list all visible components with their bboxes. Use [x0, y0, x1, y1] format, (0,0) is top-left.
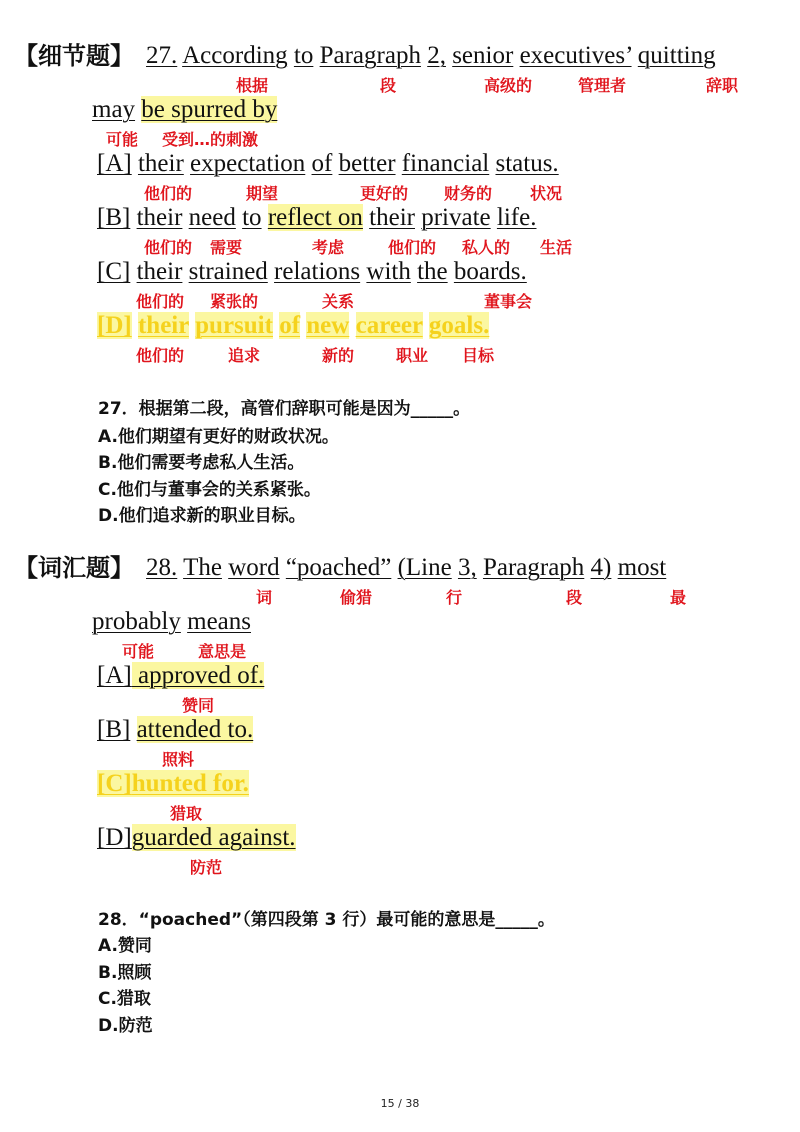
- gloss: 董事会: [484, 292, 533, 311]
- section-tag-vocabulary: 【词汇题】: [14, 554, 134, 582]
- gloss: 防范: [190, 858, 223, 877]
- q27-cn-question: 27．根据第二段，高管们辞职可能是因为_____。: [98, 399, 471, 419]
- q27-cn-option-a: A.他们期望有更好的财政状况。: [98, 427, 339, 447]
- q28-cn-option-d: D.防范: [98, 1016, 153, 1036]
- gloss: 管理者: [578, 76, 627, 95]
- gloss: 意思是: [198, 642, 247, 661]
- gloss: 受到…的刺激: [162, 130, 259, 149]
- gloss: 他们的: [136, 292, 185, 311]
- section-tag-detail: 【细节题】: [14, 42, 134, 70]
- gloss: 根据: [236, 76, 269, 95]
- gloss: 猎取: [170, 804, 203, 823]
- gloss: 行: [446, 588, 463, 607]
- gloss: 关系: [322, 292, 355, 311]
- gloss: 紧张的: [210, 292, 259, 311]
- q28-option-c-answer: [C]hunted for.: [97, 770, 249, 797]
- gloss: 可能: [122, 642, 155, 661]
- q27-option-b: [B] their need to reflect on their private life.: [97, 204, 537, 231]
- gloss: 需要: [210, 238, 243, 257]
- gloss: 辞职: [706, 76, 739, 95]
- q28-cn-option-b: B.照顾: [98, 963, 152, 983]
- gloss: 赞同: [182, 696, 215, 715]
- gloss: 生活: [540, 238, 573, 257]
- q27-stem-line1: 27. According to Paragraph 2, senior executives’ quitting: [146, 42, 716, 69]
- q27-cn-option-d: D.他们追求新的职业目标。: [98, 506, 306, 526]
- gloss: 段: [566, 588, 583, 607]
- gloss: 考虑: [312, 238, 345, 257]
- q28-option-a: [A] approved of.: [97, 662, 265, 689]
- gloss: 期望: [246, 184, 279, 203]
- gloss: 他们的: [388, 238, 437, 257]
- gloss: 私人的: [462, 238, 511, 257]
- q28-cn-option-a: A.赞同: [98, 936, 152, 956]
- q27-option-a: [A] their expectation of better financial status.: [97, 150, 559, 177]
- gloss: 状况: [530, 184, 563, 203]
- q28-stem-line2: probably means: [92, 608, 251, 635]
- q27-option-c: [C] their strained relations with the boards.: [97, 258, 527, 285]
- gloss: 财务的: [444, 184, 493, 203]
- gloss: 更好的: [360, 184, 409, 203]
- gloss: 高级的: [484, 76, 533, 95]
- gloss: 可能: [106, 130, 139, 149]
- q27-option-d-answer: [D] their pursuit of new career goals.: [97, 312, 490, 339]
- q28-option-b: [B] attended to.: [97, 716, 254, 743]
- q27-stem-line2: may be spurred by: [92, 96, 278, 123]
- q28-option-d: [D]guarded against.: [97, 824, 296, 851]
- gloss: 他们的: [136, 346, 185, 365]
- gloss: 目标: [462, 346, 495, 365]
- gloss: 追求: [228, 346, 261, 365]
- gloss: 词: [256, 588, 273, 607]
- page-number: 15 / 38: [380, 1097, 420, 1110]
- gloss: 段: [380, 76, 397, 95]
- gloss: 照料: [162, 750, 195, 769]
- q27-cn-option-b: B.他们需要考虑私人生活。: [98, 453, 305, 473]
- gloss: 偷猎: [340, 588, 373, 607]
- gloss: 新的: [322, 346, 355, 365]
- q27-cn-option-c: C.他们与董事会的关系紧张。: [98, 480, 321, 500]
- q28-stem-line1: 28. The word “poached” (Line 3, Paragraph 4) most: [146, 554, 667, 581]
- gloss: 他们的: [144, 238, 193, 257]
- gloss: 职业: [396, 346, 429, 365]
- gloss: 最: [670, 588, 687, 607]
- q28-cn-option-c: C.猎取: [98, 989, 151, 1009]
- q28-cn-question: 28．“poached”（第四段第 3 行）最可能的意思是_____。: [98, 910, 555, 930]
- gloss: 他们的: [144, 184, 193, 203]
